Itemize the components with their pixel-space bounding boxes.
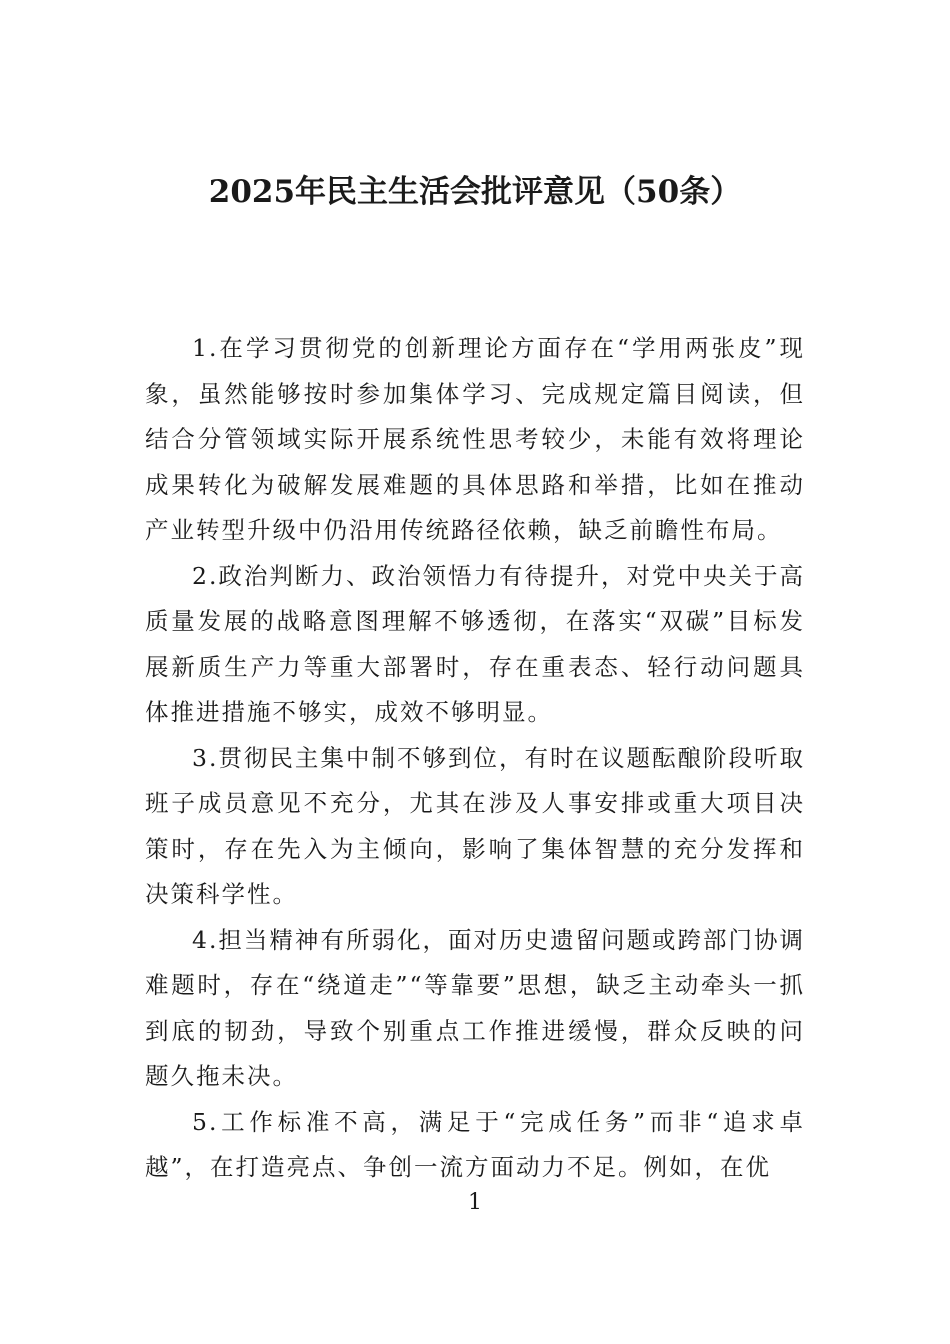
paragraph-5: 5.工作标准不高，满足于“完成任务”而非“追求卓越”，在打造亮点、争创一流方面动力不足。例如，在优 xyxy=(145,1107,805,1181)
page-title: 2025年民主生活会批评意见（50条） xyxy=(208,174,742,210)
paragraph-1: 1.在学习贯彻党的创新理论方面存在“学用两张皮”现象，虽然能够按时参加集体学习、完成规定篇目阅读，但结合分管领域实际开展系统性思考较少，未能有效将理论成果转化为破解发展难题的具体思路和举措，比如在推动产业转型升级中仍沿用传统路径依赖，缺乏前瞻性布局。 xyxy=(145,334,805,544)
paragraph-3: 3.贯彻民主集中制不够到位，有时在议题酝酿阶段听取班子成员意见不充分，尤其在涉及人事安排或重大项目决策时，存在先入为主倾向，影响了集体智慧的充分发挥和决策科学性。 xyxy=(145,743,805,908)
document-body xyxy=(145,326,805,1191)
paragraph-4: 4.担当精神有所弱化，面对历史遗留问题或跨部门协调难题时，存在“绕道走”“等靠要”思想，缺乏主动牵头一抓到底的韧劲，导致个别重点工作推进缓慢，群众反映的问题久拖未决。 xyxy=(145,925,805,1090)
paragraph-2: 2.政治判断力、政治领悟力有待提升，对党中央关于高质量发展的战略意图理解不够透彻，在落实“双碳”目标发展新质生产力等重大部署时，存在重表态、轻行动问题具体推进措施不够实，成效不够明显。 xyxy=(145,561,805,726)
page-number: 1 xyxy=(468,1190,482,1215)
